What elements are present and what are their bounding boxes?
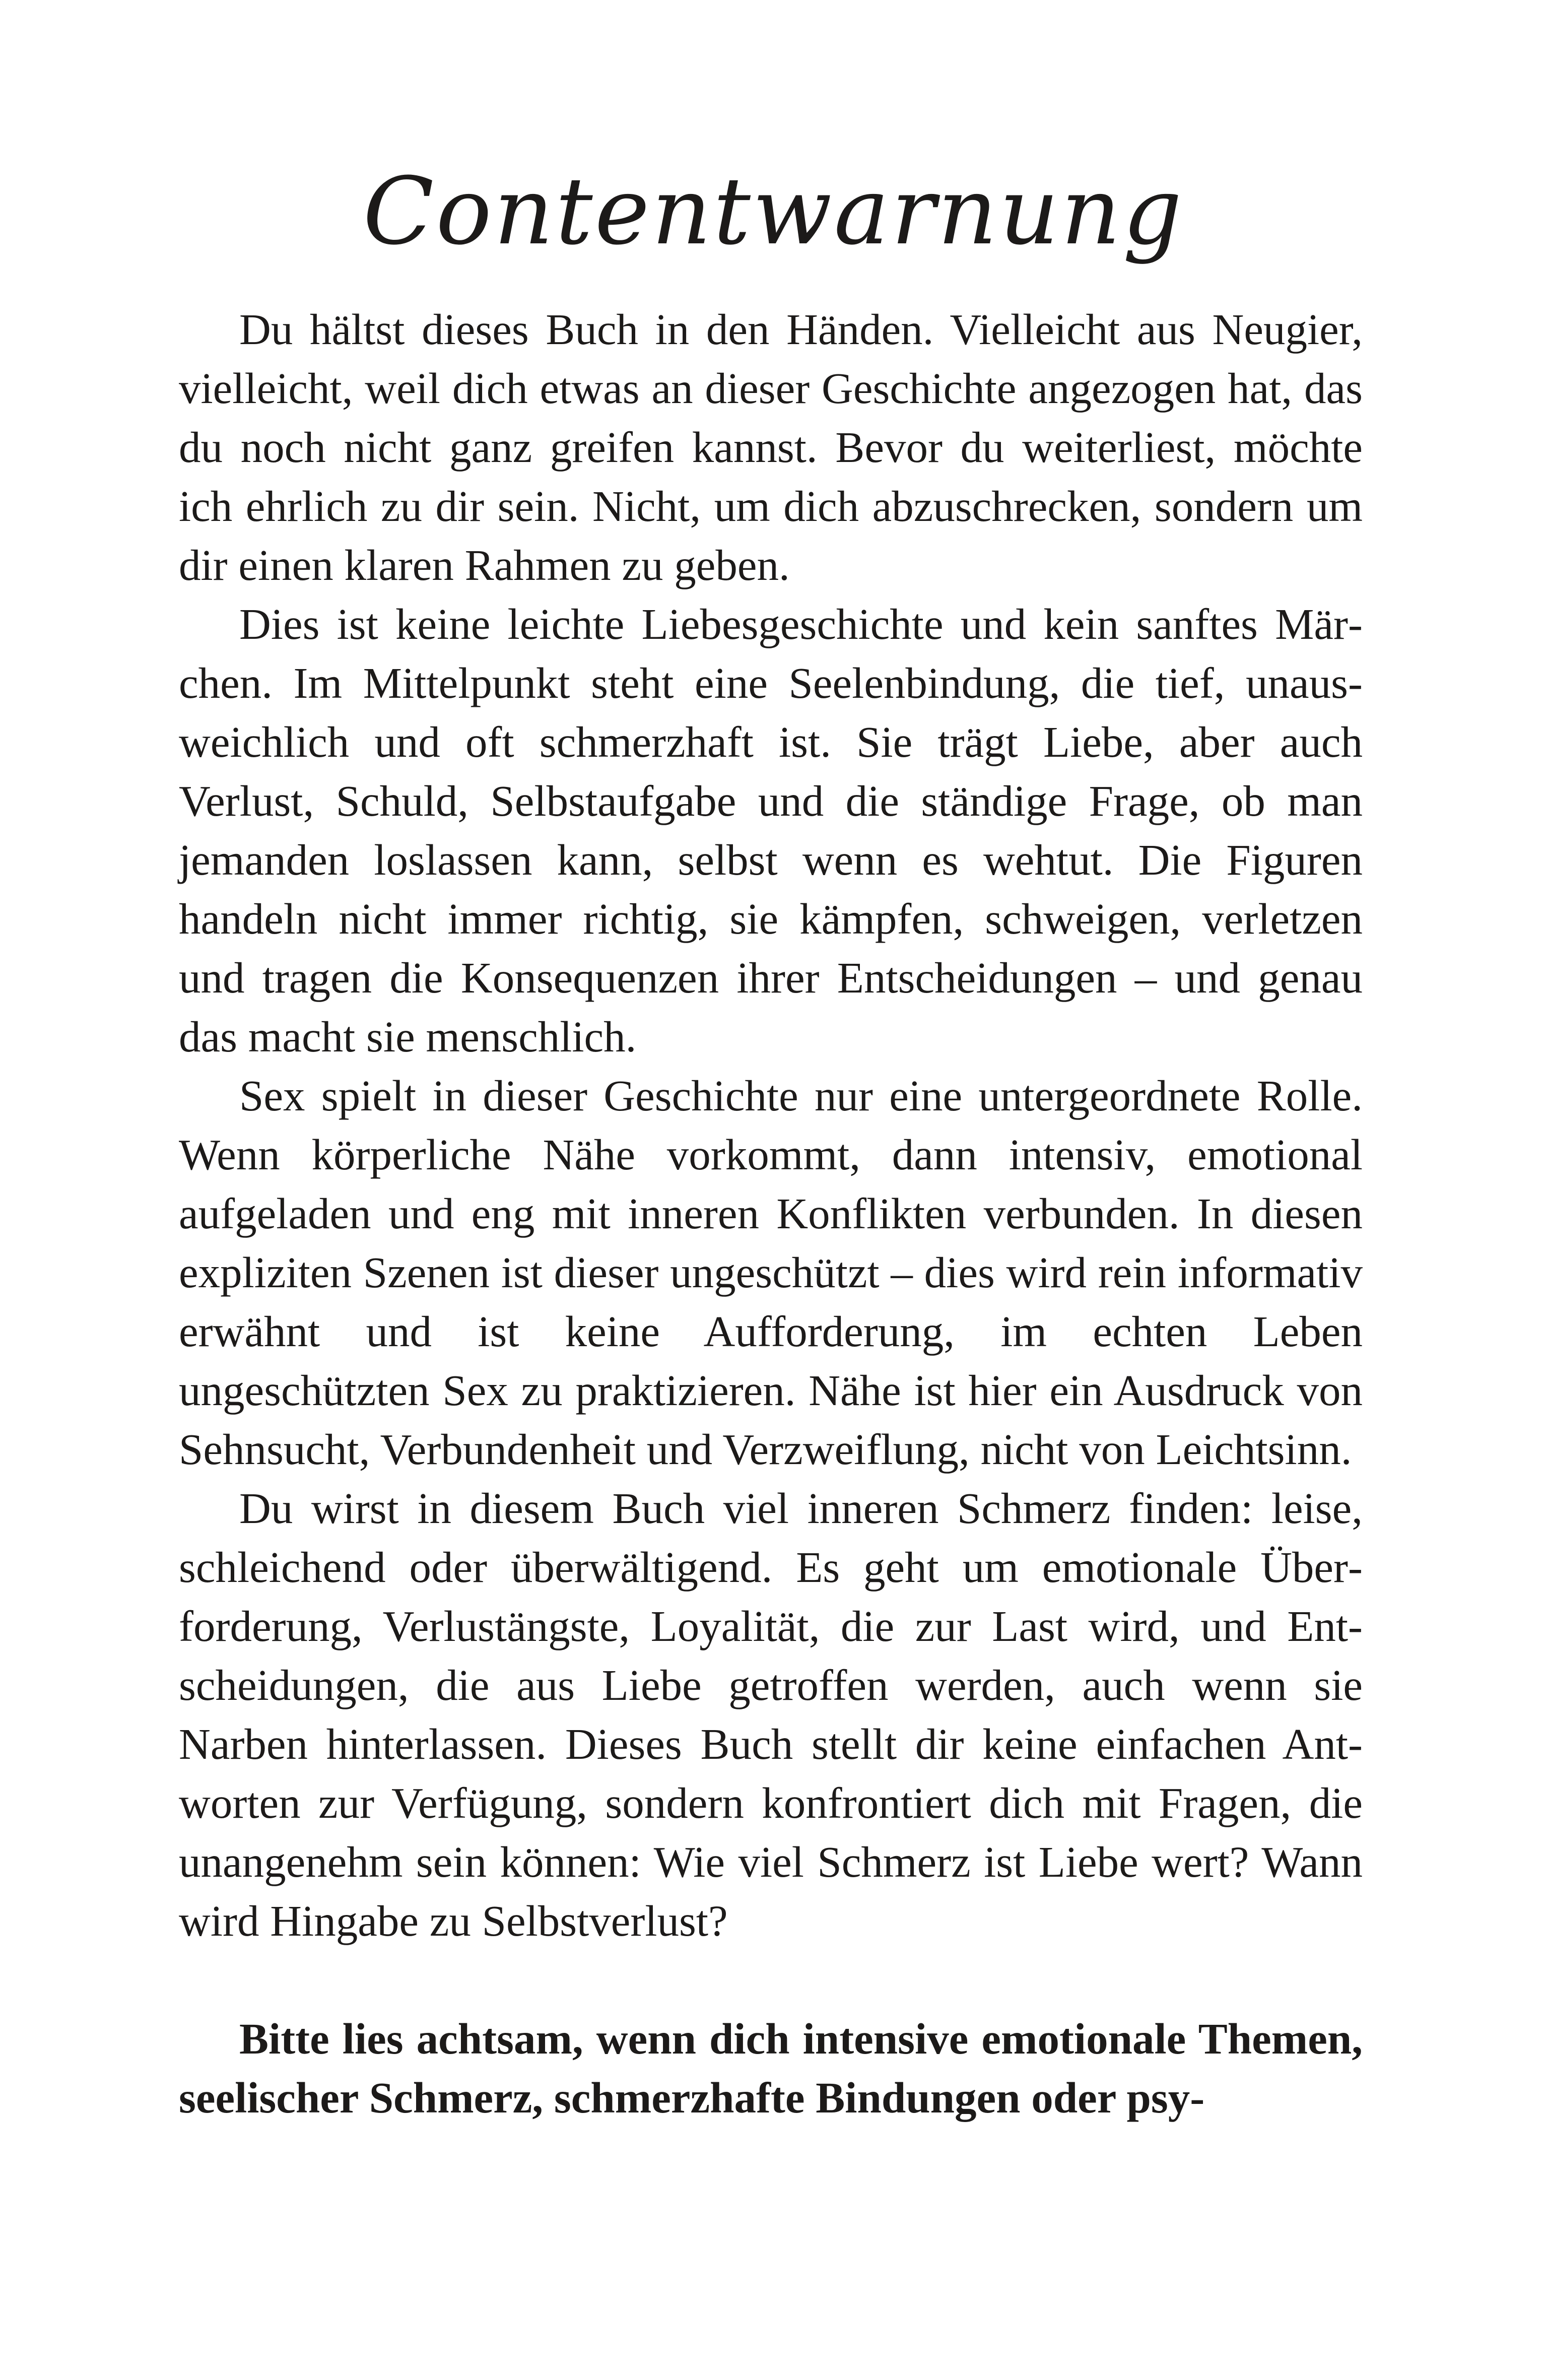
- paragraph-3: Sex spielt in dieser Geschichte nur eine untergeordnete Rolle. Wenn körperliche Nähe vorkommt, dann intensiv, emotional aufgeladen und eng mit inneren Konflikten verbunden. In diesen expliziten Szenen ist dieser ungeschützt – dies wird rein informativ erwähnt und ist keine Aufforderung, im echten Leben ungeschützten Sex zu praktizieren. Nähe ist hier ein Ausdruck von Sehnsucht, Verbundenheit und Verzweiflung, nicht von Leichtsinn.: [179, 1071, 1363, 1474]
- reading-notice: Bitte lies achtsam, wenn dich intensive emotionale Themen, seelischer Schmerz, schmerzhafte Bindungen oder psy-: [179, 2014, 1363, 2122]
- paragraph-4: Du wirst in diesem Buch viel inneren Schmerz finden: leise, schleichend oder überwältigend. Es geht um emotionale Überforderung, Verlustängste, Loyalität, die zur Last wird, und Entscheidungen, die aus Liebe getroffen werden, auch wenn sie Narben hinterlassen. Dieses Buch stellt dir keine einfachen Antworten zur Verfügung, sondern konfrontiert dich mit Fragen, die unangenehm sein können: Wie viel Schmerz ist Liebe wert? Wann wird Hingabe zu Selbstverlust?: [179, 1484, 1363, 1945]
- paragraph-2: Dies ist keine leichte Liebesgeschichte und kein sanftes Märchen. Im Mittelpunkt steht eine Seelenbindung, die tief, unausweichlich und oft schmerzhaft ist. Sie trägt Liebe, aber auch Verlust, Schuld, Selbstaufgabe und die ständige Frage, ob man jemanden loslassen kann, selbst wenn es wehtut. Die Figuren handeln nicht immer richtig, sie kämpfen, schweigen, verletzen und tragen die Konsequenzen ihrer Entscheidungen – und genau das macht sie menschlich.: [179, 600, 1363, 1061]
- paragraph-1: Du hältst dieses Buch in den Händen. Vielleicht aus Neugier, vielleicht, weil dich etwas an dieser Geschichte angezogen hat, das du noch nicht ganz greifen kannst. Bevor du weiterliest, möchte ich ehrlich zu dir sein. Nicht, um dich abzuschrecken, sondern um dir einen klaren Rahmen zu geben.: [179, 305, 1363, 589]
- body-text: [179, 300, 1363, 2127]
- page-title: Contentwarnung: [363, 158, 1184, 266]
